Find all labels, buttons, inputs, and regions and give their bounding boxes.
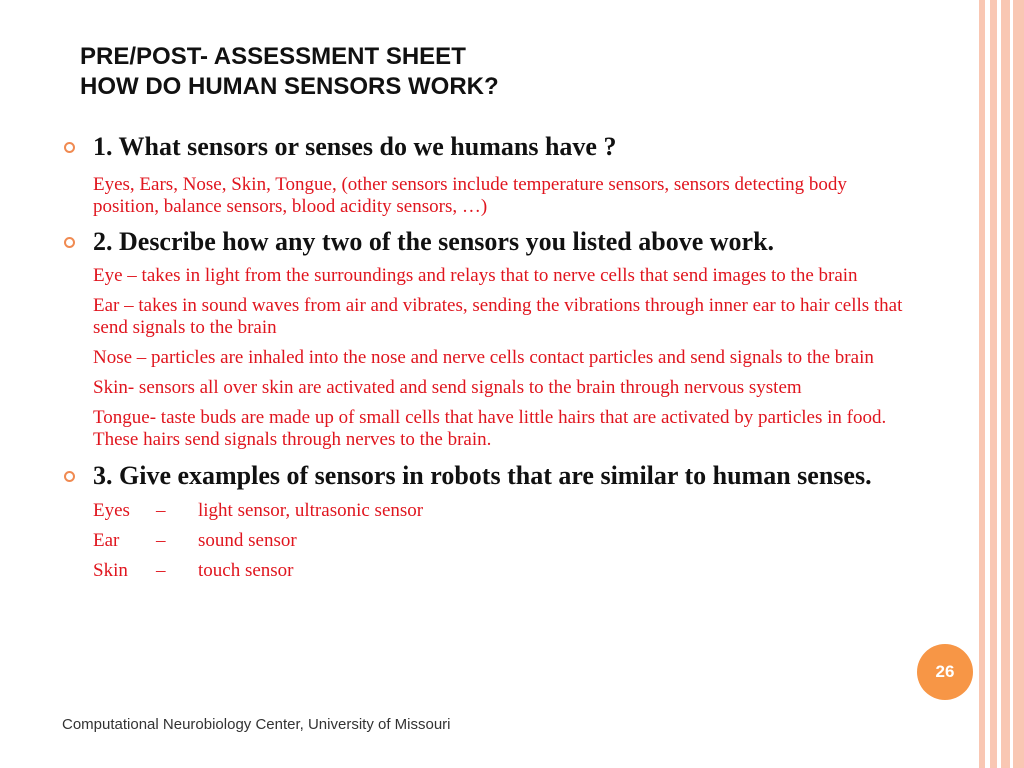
question-2 (62, 227, 917, 256)
bullet-icon (64, 471, 75, 482)
question-1 (62, 132, 917, 161)
decor-stripe (990, 0, 997, 768)
sense-name: Ear (93, 530, 120, 551)
slide-content (62, 130, 917, 582)
answer-skin: Skin- sensors all over skin are activated and send signals to the brain through nervous system (93, 377, 802, 398)
footer-text: Computational Neurobiology Center, University of Missouri (62, 716, 451, 733)
bullet-icon (64, 237, 75, 248)
answer-nose: Nose – particles are inhaled into the nose and nerve cells contact particles and send signals to the brain (93, 347, 874, 368)
decor-stripe (1001, 0, 1010, 768)
dash: – (156, 500, 166, 521)
robot-sensor: sound sensor (198, 530, 297, 551)
robot-sensor-row (62, 530, 917, 552)
dash: – (156, 560, 166, 581)
question-3-text: 3. Give examples of sensors in robots that are similar to human senses. (93, 461, 872, 490)
robot-sensor-row (62, 500, 917, 522)
slide-title (80, 42, 499, 102)
dash: – (156, 530, 166, 551)
robot-sensor: light sensor, ultrasonic sensor (198, 500, 424, 521)
bullet-icon (64, 142, 75, 153)
question-1-text: 1. What sensors or senses do we humans have ? (93, 132, 617, 161)
question-3 (62, 461, 917, 490)
page-number-badge: 26 (917, 644, 973, 700)
sense-name: Skin (93, 560, 128, 581)
robot-sensor: touch sensor (198, 560, 294, 581)
answer-tongue: Tongue- taste buds are made up of small cells that have little hairs that are activated by particles in food. These hairs send signals through nerves to the brain. (93, 407, 887, 450)
decor-stripe (1013, 0, 1024, 768)
title-line-1: PRE/POST- ASSESSMENT SHEET (80, 43, 466, 70)
answer-eye: Eye – takes in light from the surroundings and relays that to nerve cells that send images to the brain (93, 265, 858, 286)
answer-ear: Ear – takes in sound waves from air and vibrates, sending the vibrations through inner ear to hair cells that send signals to the brain (93, 295, 903, 338)
robot-sensor-row (62, 560, 917, 582)
question-2-text: 2. Describe how any two of the sensors you listed above work. (93, 227, 775, 256)
sense-name: Eyes (93, 500, 130, 521)
title-line-2: HOW DO HUMAN SENSORS WORK? (80, 73, 499, 100)
answer-senses-list: Eyes, Ears, Nose, Skin, Tongue, (other sensors include temperature sensors, sensors detecting body position, balance sensors, blood acidity sensors, …) (93, 174, 847, 217)
